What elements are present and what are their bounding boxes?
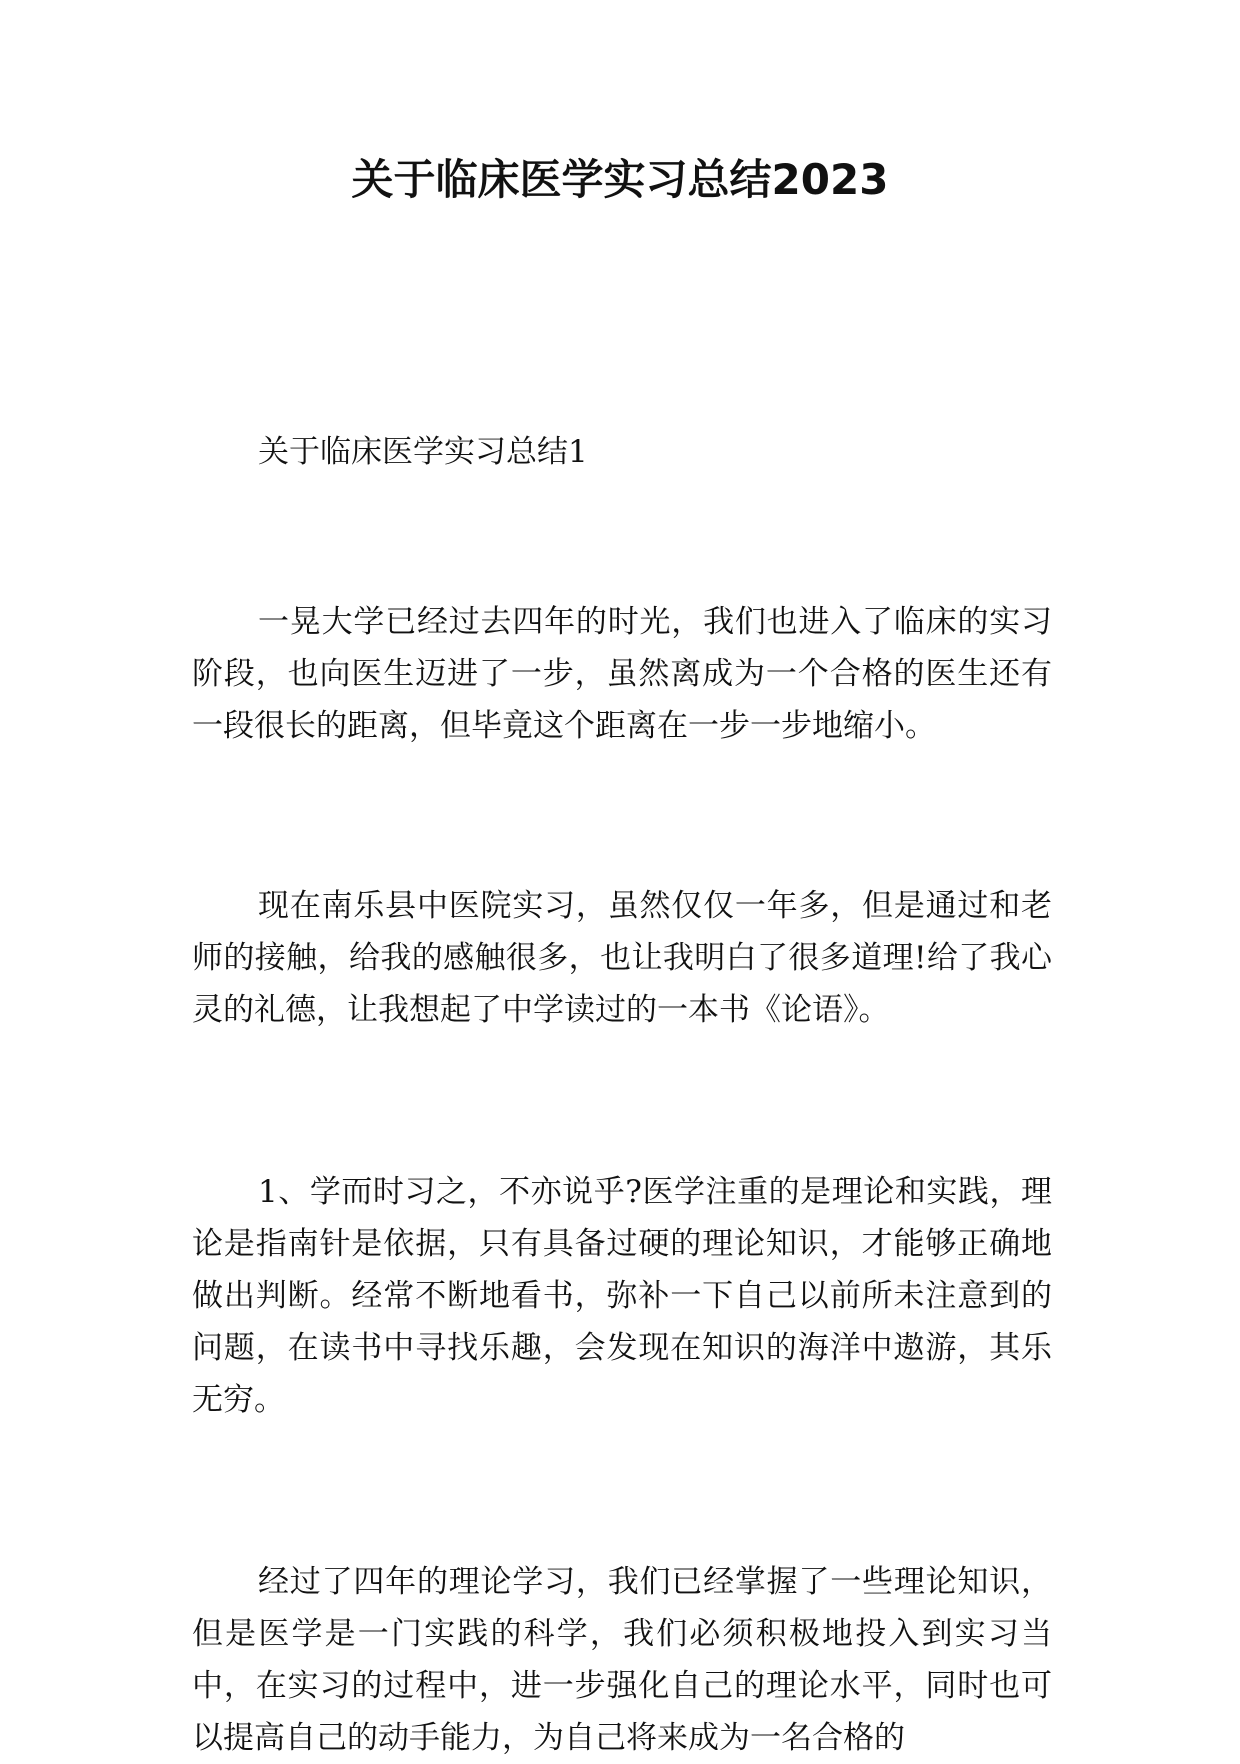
page-title: 关于临床医学实习总结2023: [351, 155, 889, 204]
paragraph-3: 1、学而时习之，不亦说乎?医学注重的是理论和实践，理论是指南针是依据，只有具备过硬的理论知识，才能够正确地做出判断。经常不断地看书，弥补一下自己以前所未注意到的问题，在读书中寻找乐趣，会发现在知识的海洋中遨游，其乐无穷。: [192, 1174, 1052, 1418]
paragraph-4: 经过了四年的理论学习，我们已经掌握了一些理论知识，但是医学是一门实践的科学，我们必须积极地投入到实习当中，在实习的过程中，进一步强化自己的理论水平，同时也可以提高自己的动手能力，为自己将来成为一名合格的: [192, 1564, 1052, 1756]
paragraph-2: 现在南乐县中医院实习，虽然仅仅一年多，但是通过和老师的接触，给我的感触很多，也让我明白了很多道理!给了我心灵的礼德，让我想起了中学读过的一本书《论语》。: [192, 888, 1052, 1028]
section-heading: 关于临床医学实习总结1: [258, 434, 588, 470]
paragraph-1: 一晃大学已经过去四年的时光，我们也进入了临床的实习阶段，也向医生迈进了一步，虽然离成为一个合格的医生还有一段很长的距离，但毕竟这个距离在一步一步地缩小。: [192, 604, 1052, 744]
